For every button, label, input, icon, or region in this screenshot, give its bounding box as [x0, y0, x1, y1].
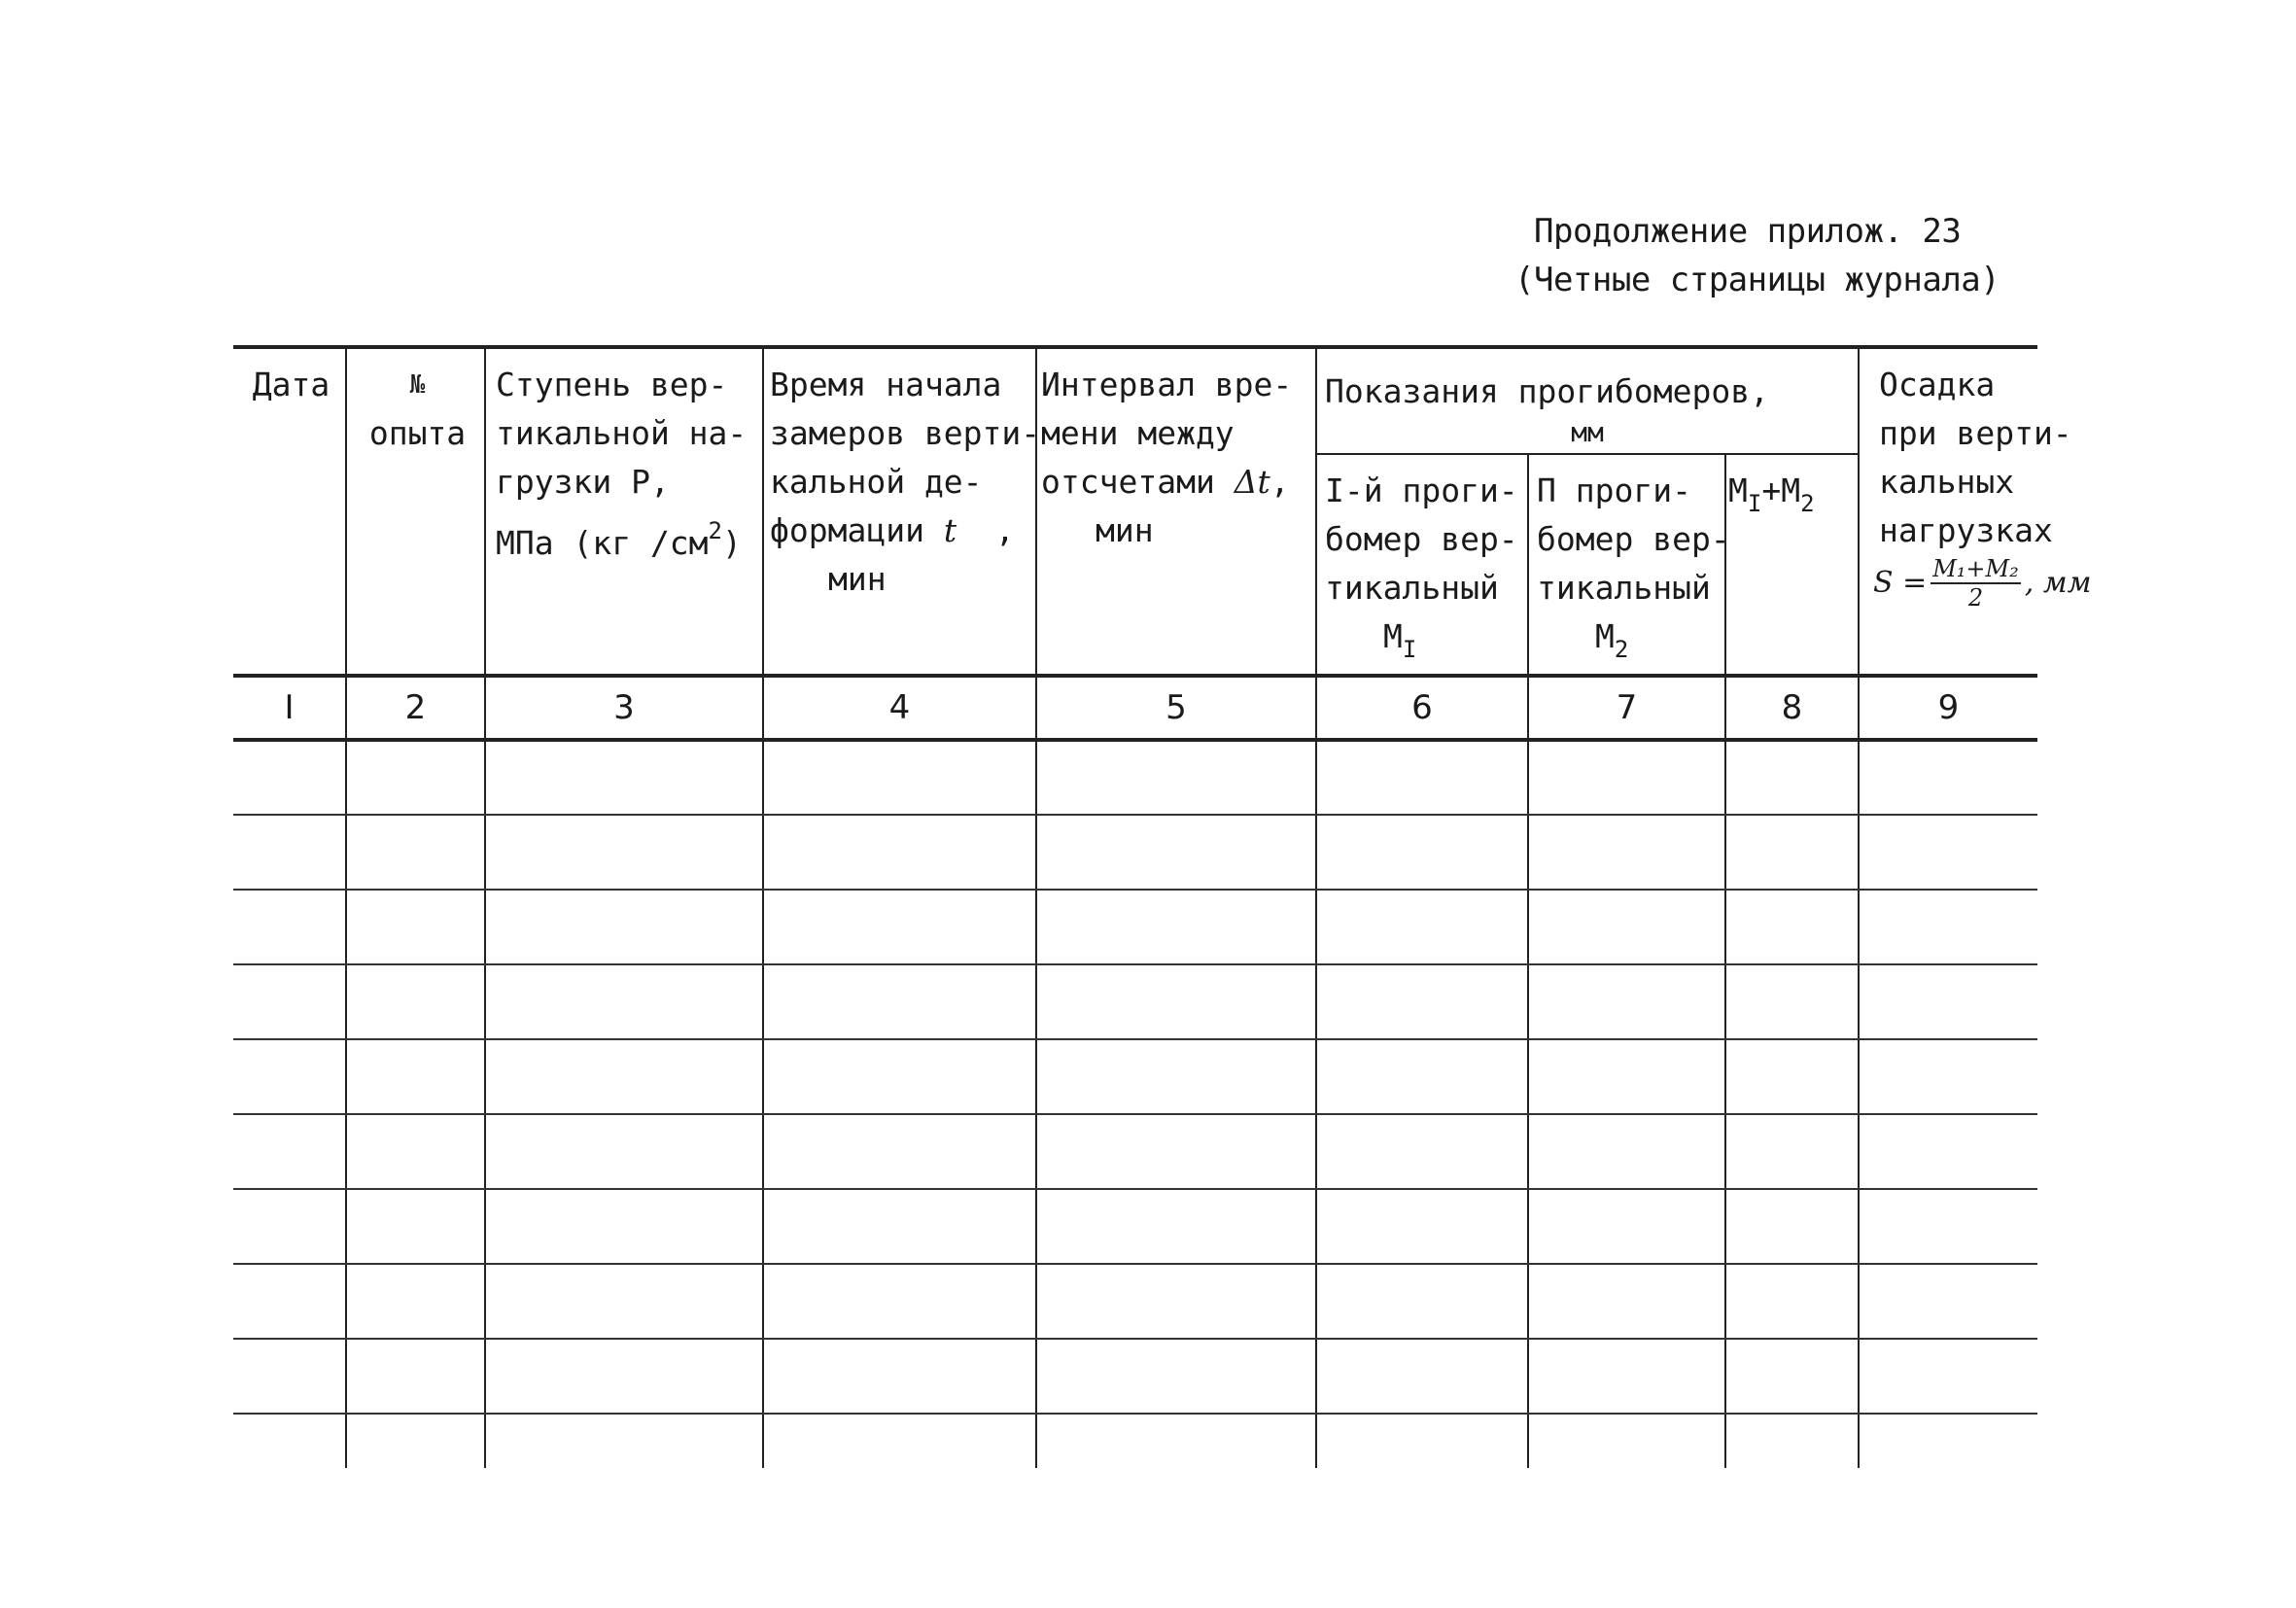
table-cell	[1859, 815, 2037, 890]
table-cell	[346, 1039, 485, 1114]
table-cell	[1316, 1114, 1528, 1189]
table-cell	[485, 815, 763, 890]
table-cell	[233, 740, 346, 815]
table-cell	[1725, 1339, 1859, 1414]
table-cell	[1528, 740, 1725, 815]
table-cell	[1725, 815, 1859, 890]
table-cell	[346, 1189, 485, 1264]
table-cell	[346, 1339, 485, 1414]
col-header-gauge-readings: Показания прогибомеров, мм	[1316, 347, 1859, 454]
table-cell	[233, 1189, 346, 1264]
table-cell	[346, 1264, 485, 1339]
table-cell	[1316, 1414, 1528, 1468]
table-cell	[1528, 1189, 1725, 1264]
table-cell	[1859, 1039, 2037, 1114]
table-cell	[1528, 1414, 1725, 1468]
table-cell	[233, 815, 346, 890]
table-cell	[1316, 1339, 1528, 1414]
table-cell	[1725, 1414, 1859, 1468]
table-cell	[1859, 1414, 2037, 1468]
table-cell	[1036, 964, 1316, 1039]
table-cell	[485, 964, 763, 1039]
table-cell	[485, 1039, 763, 1114]
table-cell	[346, 740, 485, 815]
table-cell	[1528, 815, 1725, 890]
column-number: I	[233, 676, 346, 740]
table-cell	[763, 890, 1036, 964]
table-cell	[1316, 1039, 1528, 1114]
column-number: 9	[1859, 676, 2037, 740]
table-cell	[1859, 1114, 2037, 1189]
table-cell	[1725, 1114, 1859, 1189]
table-cell	[1859, 740, 2037, 815]
table-cell	[1316, 1189, 1528, 1264]
table-row	[233, 1039, 2037, 1114]
table-cell	[485, 1114, 763, 1189]
table-cell	[233, 1264, 346, 1339]
col-header-settlement: Осадка при верти- кальных нагрузках S = $\frac{\text{M₁+M₂}}{2}$ , мм	[1859, 347, 2037, 676]
table-cell	[1528, 1339, 1725, 1414]
table-cell	[346, 1114, 485, 1189]
col-header-exp-no: № опыта	[346, 347, 485, 676]
table-cell	[346, 964, 485, 1039]
continuation-title: Продолжение прилож. 23	[1534, 212, 1962, 251]
table-cell	[1036, 890, 1316, 964]
table-cell	[763, 1114, 1036, 1189]
table-cell	[1859, 1264, 2037, 1339]
table-row	[233, 1264, 2037, 1339]
empty-data-rows	[233, 740, 2037, 1468]
col-header-gauge2: П проги- бомер вер- тикальный $M_2$	[1528, 454, 1725, 676]
table-cell	[485, 890, 763, 964]
table-cell	[485, 740, 763, 815]
settlement-formula: S = $\frac{\text{M₁+M₂}}{2}$ , мм	[1873, 555, 2092, 612]
table-cell	[1316, 815, 1528, 890]
table-cell	[1036, 815, 1316, 890]
column-number: 7	[1528, 676, 1725, 740]
table-row	[233, 815, 2037, 890]
col-header-gauge-sum: $M_I+M_2$	[1725, 454, 1859, 676]
table-cell	[1528, 964, 1725, 1039]
column-number: 6	[1316, 676, 1528, 740]
table-cell	[763, 815, 1036, 890]
journal-table	[233, 345, 2092, 1468]
table-cell	[346, 815, 485, 890]
table-cell	[233, 1339, 346, 1414]
table-cell	[763, 1339, 1036, 1414]
table-cell	[1725, 1039, 1859, 1114]
table-row	[233, 1189, 2037, 1264]
table-cell	[485, 1414, 763, 1468]
column-number: 3	[485, 676, 763, 740]
table-cell	[1036, 1039, 1316, 1114]
table-cell	[1528, 1114, 1725, 1189]
table-cell	[1859, 1339, 2037, 1414]
table-cell	[763, 964, 1036, 1039]
table-cell	[346, 890, 485, 964]
table-cell	[233, 1114, 346, 1189]
table-cell	[233, 890, 346, 964]
col-header-gauge1: I-й проги- бомер вер- тикальный $M_I$	[1316, 454, 1528, 676]
table-cell	[763, 740, 1036, 815]
col-header-start-time: Время начала замеров верти- кальной де- формации t , мин	[763, 347, 1036, 676]
table-cell	[763, 1189, 1036, 1264]
table-cell	[1036, 740, 1316, 815]
table-cell	[1725, 740, 1859, 815]
even-pages-subtitle: (Четные страницы журнала)	[1514, 261, 2000, 299]
table-cell	[233, 1039, 346, 1114]
table-cell	[485, 1339, 763, 1414]
table-row	[233, 964, 2037, 1039]
col-header-interval: Интервал вре- мени между отсчетами Δt, мин	[1036, 347, 1316, 676]
column-number: 4	[763, 676, 1036, 740]
table-cell	[763, 1414, 1036, 1468]
table-cell	[233, 1414, 346, 1468]
table-cell	[1859, 1189, 2037, 1264]
table-cell	[1859, 890, 2037, 964]
table-cell	[1316, 890, 1528, 964]
table-cell	[1528, 1039, 1725, 1114]
table-cell	[233, 964, 346, 1039]
table-cell	[1036, 1114, 1316, 1189]
table-cell	[1859, 964, 2037, 1039]
table-cell	[1528, 1264, 1725, 1339]
column-number: 2	[346, 676, 485, 740]
table-cell	[1316, 1264, 1528, 1339]
table-row	[233, 890, 2037, 964]
table-cell	[1316, 964, 1528, 1039]
table-cell	[485, 1264, 763, 1339]
table-cell	[1036, 1339, 1316, 1414]
column-number: 5	[1036, 676, 1316, 740]
table-cell	[1725, 964, 1859, 1039]
col-header-date: Дата	[233, 347, 346, 676]
table-cell	[1036, 1414, 1316, 1468]
table-row	[233, 1339, 2037, 1414]
table-cell	[1725, 1189, 1859, 1264]
table-row	[233, 1414, 2037, 1468]
table-cell	[346, 1414, 485, 1468]
table-row	[233, 1114, 2037, 1189]
column-number: 8	[1725, 676, 1859, 740]
table-cell	[485, 1189, 763, 1264]
table-cell	[763, 1264, 1036, 1339]
table-row	[233, 740, 2037, 815]
table-cell	[1528, 890, 1725, 964]
table-cell	[1036, 1189, 1316, 1264]
col-header-load-step: Ступень вер- тикальной на- грузки P, МПа (кг $/см^2$)	[485, 347, 763, 676]
column-number-row	[233, 676, 2037, 740]
table-cell	[1725, 1264, 1859, 1339]
table-cell	[1316, 740, 1528, 815]
table-cell	[1725, 890, 1859, 964]
table-cell	[763, 1039, 1036, 1114]
table-cell	[1036, 1264, 1316, 1339]
